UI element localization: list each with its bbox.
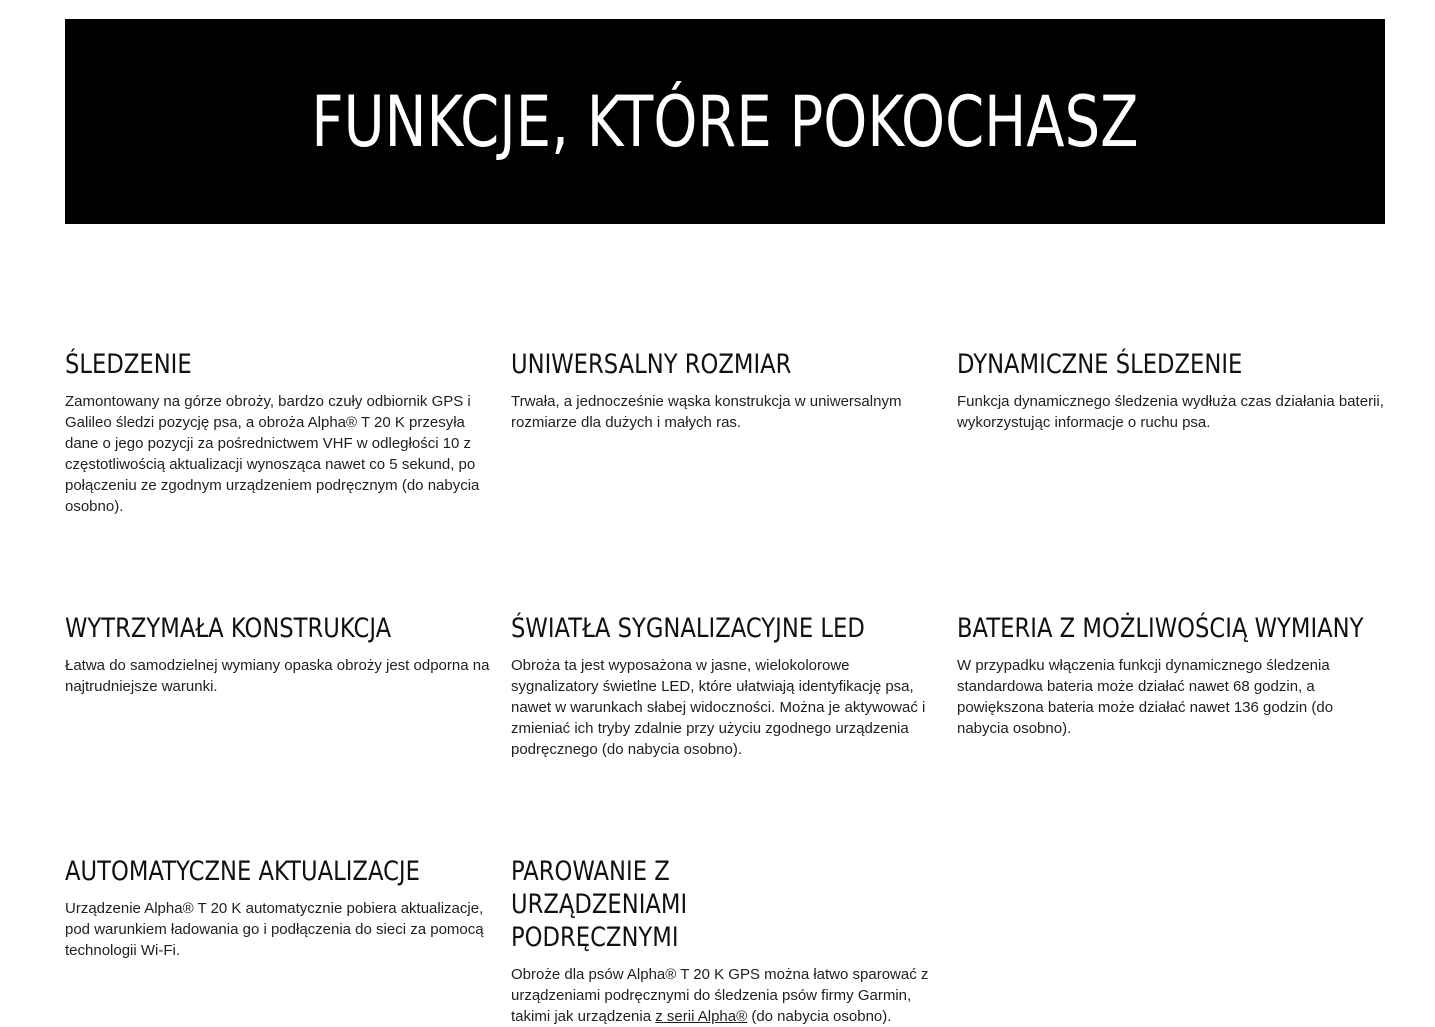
feature-description [511, 964, 941, 1027]
feature-handheld-pairing [511, 855, 941, 1027]
feature-universal-size [511, 348, 941, 433]
feature-description: Obroża ta jest wyposażona w jasne, wielokolorowe sygnalizatory świetlne LED, które ułatwiają identyfikację psa, nawet w warunkach słabej widoczności. Można je aktywować i zmieniać ich tryby zdalnie przy użyciu zgodnego urządzenia podręcznego (do nabycia osobno). [511, 657, 926, 758]
feature-title: ŚLEDZENIE [65, 349, 192, 380]
feature-title: DYNAMICZNE ŚLEDZENIE [957, 349, 1243, 380]
alpha-series-link[interactable]: z serii Alpha® [655, 1008, 748, 1025]
feature-automatic-updates [65, 855, 495, 961]
feature-description: Urządzenie Alpha® T 20 K automatycznie pobiera aktualizacje, pod warunkiem ładowania go i podłączenia do sieci za pomocą technologii Wi-Fi. [65, 900, 484, 959]
feature-title: WYTRZYMAŁA KONSTRUKCJA [65, 613, 392, 644]
feature-title: PAROWANIE Z URZĄDZENIAMI PODRĘCZNYMI [511, 856, 688, 953]
hero-title: FUNKCJE, KTÓRE POKOCHASZ [311, 80, 1139, 163]
feature-title: BATERIA Z MOŻLIWOŚCIĄ WYMIANY [957, 613, 1364, 644]
feature-replaceable-battery [957, 612, 1387, 739]
feature-description: Funkcja dynamicznego śledzenia wydłuża czas działania baterii, wykorzystując informacje o ruchu psa. [957, 393, 1384, 431]
feature-description-start: Obroże dla psów Alpha® T 20 K GPS można łatwo sparować z urządzeniami podręcznymi do śledzenia psów firmy Garmin, takimi jak urządzenia [511, 966, 929, 1025]
feature-durable-construction [65, 612, 495, 697]
feature-description: Zamontowany na górze obroży, bardzo czuły odbiornik GPS i Galileo śledzi pozycję psa, a obroża Alpha® T 20 K przesyła dane o jego pozycji za pośrednictwem VHF w odległości 10 z częstotliwością aktualizacji wynosząca nawet co 5 sekund, po połączeniu ze zgodnym urządzeniem podręcznym (do nabycia osobno). [65, 393, 480, 515]
feature-dynamic-tracking [957, 348, 1387, 433]
feature-title: UNIWERSALNY ROZMIAR [511, 349, 792, 380]
feature-led-lights [511, 612, 941, 760]
feature-description: Łatwa do samodzielnej wymiany opaska obroży jest odporna na najtrudniejsze warunki. [65, 657, 490, 695]
feature-tracking [65, 348, 495, 517]
feature-title: ŚWIATŁA SYGNALIZACYJNE LED [511, 613, 865, 644]
hero-banner [65, 19, 1385, 224]
feature-description-end: (do nabycia osobno). [747, 1008, 892, 1025]
feature-description: W przypadku włączenia funkcji dynamicznego śledzenia standardowa bateria może działać nawet 68 godzin, a powiększona bateria może działać nawet 136 godzin (do nabycia osobno). [957, 657, 1334, 737]
feature-description: Trwała, a jednocześnie wąska konstrukcja w uniwersalnym rozmiarze dla dużych i małych ras. [511, 393, 902, 431]
feature-title: AUTOMATYCZNE AKTUALIZACJE [65, 856, 420, 887]
